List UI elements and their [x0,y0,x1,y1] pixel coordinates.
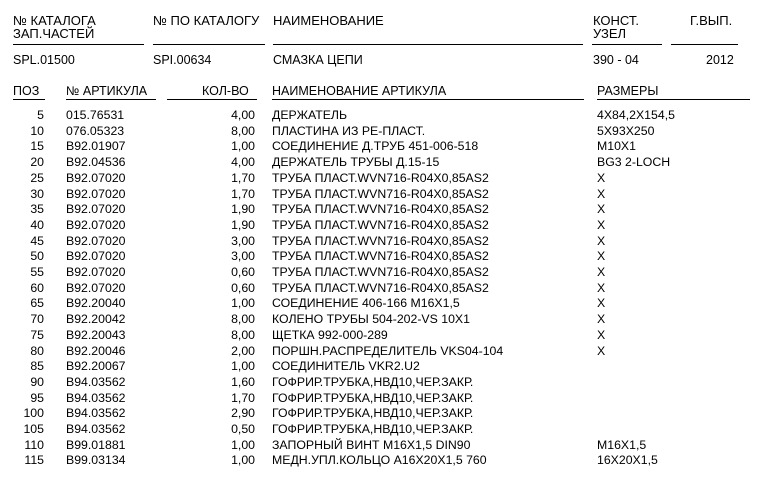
col-header-article: № АРТИКУЛА [66,84,148,98]
name-label: НАИМЕНОВАНИЕ [273,13,384,28]
row-pos: 40 [30,217,44,232]
row-qty: 1,90 [231,217,255,232]
row-article-name: ТРУБА ПЛАСТ.WVN716-R04X0,85AS2 [272,233,489,248]
row-pos: 30 [30,186,44,201]
table-row [0,328,764,344]
row-article-name: ТРУБА ПЛАСТ.WVN716-R04X0,85AS2 [272,217,489,232]
row-size: X [597,249,606,264]
row-article: B92.01907 [66,139,126,154]
row-pos: 110 [24,437,44,452]
row-article: B92.20046 [66,343,126,358]
row-pos: 45 [30,233,44,248]
table-row [0,218,764,234]
table-row [0,422,764,438]
row-pos: 90 [30,374,44,389]
catalog-ref-underline [153,44,265,45]
row-qty: 0,50 [231,422,255,436]
row-qty: 1,60 [231,374,255,389]
row-article: B92.20043 [66,327,126,342]
row-article: B92.07020 [66,265,126,279]
row-size: 4X84,2X154,5 [597,108,675,122]
row-article-name: ЗАПОРНЫЙ ВИНТ M16X1,5 DIN90 [272,437,471,452]
row-pos: 10 [30,123,44,138]
row-article: B94.03562 [66,374,126,389]
row-qty: 8,00 [231,123,255,138]
catalog-ref-label: № ПО КАТАЛОГУ [153,13,260,28]
row-pos: 105 [23,422,44,436]
table-row [0,344,764,360]
row-pos: 85 [30,359,44,374]
row-pos: 5 [37,108,44,122]
row-article-name: ТРУБА ПЛАСТ.WVN716-R04X0,85AS2 [272,249,489,264]
row-pos: 25 [30,170,44,185]
row-article-name: ПОРШН.РАСПРЕДЕЛИТЕЛЬ VKS04-104 [272,343,504,358]
row-size: M10X1 [597,139,636,154]
row-qty: 1,70 [231,170,255,185]
row-article: B92.07020 [66,170,126,185]
catalog-no-label [13,14,96,40]
row-article: B99.03134 [66,453,126,468]
row-size: X [597,202,606,217]
row-size: X [597,186,606,201]
row-pos: 80 [30,343,44,358]
row-article-name: КОЛЕНО ТРУБЫ 504-202-VS 10X1 [272,312,470,327]
table-row [0,234,764,250]
catalog-no-label-line2: ЗАП.ЧАСТЕЙ [13,26,95,41]
col-size-underline [597,99,750,100]
unit-label-line1: КОНСТ. [593,13,639,28]
table-row [0,155,764,171]
table-row [0,124,764,140]
table-row [0,171,764,187]
row-qty: 0,60 [231,280,255,295]
row-size: M16X1,5 [597,437,647,452]
row-article-name: ГОФРИР.ТРУБКА,НВД10,ЧЕР.ЗАКР. [272,422,474,436]
unit-label [593,14,639,40]
row-qty: 1,00 [231,359,255,374]
table-row [0,265,764,281]
row-size: X [597,280,606,295]
row-pos: 65 [30,296,44,311]
row-pos: 100 [23,406,44,421]
row-qty: 1,70 [231,186,255,201]
unit-value: 390 - 04 [593,53,639,67]
row-pos: 35 [30,202,44,217]
row-article-name: ГОФРИР.ТРУБКА,НВД10,ЧЕР.ЗАКР. [272,390,474,405]
row-article: B92.20067 [66,359,126,374]
row-qty: 1,90 [231,202,255,217]
table-row [0,375,764,391]
table-row [0,391,764,407]
row-article: B92.20042 [66,312,126,327]
row-article: B92.07020 [66,186,126,201]
name-value: СМАЗКА ЦЕПИ [273,53,363,67]
unit-underline [592,44,662,45]
row-article: 076.05323 [66,123,125,138]
col-article-name-underline [272,99,584,100]
row-qty: 3,00 [231,233,255,248]
row-article: B92.07020 [66,233,126,248]
row-size: X [597,170,606,185]
row-article: B92.20040 [66,296,126,311]
catalog-no-underline [13,44,144,45]
table-row [0,406,764,422]
row-pos: 115 [24,453,44,468]
row-size: 16X20X1,5 [597,453,658,468]
row-size: X [597,296,606,311]
col-qty-underline [167,99,257,100]
row-article: B94.03562 [66,406,126,421]
row-article: B94.03562 [66,422,126,436]
row-qty: 3,00 [231,249,255,264]
row-size: X [597,265,606,279]
row-article-name: ДЕРЖАТЕЛЬ [272,108,348,122]
col-header-qty: КОЛ-ВО [202,84,249,98]
row-pos: 60 [30,280,44,295]
table-row [0,438,764,454]
row-pos: 15 [30,139,44,154]
row-pos: 55 [30,265,44,279]
row-article-name: ПЛАСТИНА ИЗ PE-ПЛАСТ. [272,123,426,138]
col-header-pos: ПОЗ [13,84,40,98]
table-row [0,139,764,155]
row-size: X [597,343,606,358]
row-article-name: СОЕДИНЕНИЕ Д.ТРУБ 451-006-518 [272,139,479,154]
row-article-name: ТРУБА ПЛАСТ.WVN716-R04X0,85AS2 [272,280,489,295]
row-article-name: ДЕРЖАТЕЛЬ ТРУБЫ Д.15-15 [272,155,440,170]
row-pos: 50 [30,249,44,264]
table-row [0,249,764,265]
row-qty: 2,00 [231,343,255,358]
row-article: B92.07020 [66,280,126,295]
table-row [0,296,764,312]
row-size: X [597,233,606,248]
row-article-name: СОЕДИНЕНИЕ 406-166 M16X1,5 [272,296,460,311]
table-row [0,108,764,124]
row-size: 5X93X250 [597,123,655,138]
row-qty: 1,00 [231,296,255,311]
table-row [0,281,764,297]
row-pos: 95 [30,390,44,405]
row-size: X [597,327,606,342]
year-label: Г.ВЫП. [690,13,733,28]
row-article-name: СОЕДИНИТЕЛЬ VKR2.U2 [272,359,420,374]
row-qty: 1,70 [231,390,255,405]
row-article-name: ТРУБА ПЛАСТ.WVN716-R04X0,85AS2 [272,202,489,217]
row-pos: 20 [30,155,44,170]
row-article-name: ГОФРИР.ТРУБКА,НВД10,ЧЕР.ЗАКР. [272,374,474,389]
row-qty: 4,00 [231,155,255,170]
row-article-name: ГОФРИР.ТРУБКА,НВД10,ЧЕР.ЗАКР. [272,406,474,421]
row-qty: 4,00 [231,108,255,122]
row-article: B94.03562 [66,390,126,405]
table-row [0,453,764,469]
row-article-name: МЕДН.УПЛ.КОЛЬЦО A16X20X1,5 760 [272,453,487,468]
row-size: X [597,312,606,327]
table-row [0,187,764,203]
table-row [0,312,764,328]
row-pos: 75 [30,327,44,342]
row-size: X [597,217,606,232]
row-qty: 1,00 [231,139,255,154]
col-header-size: РАЗМЕРЫ [597,84,659,98]
row-qty: 2,90 [231,406,255,421]
table-row [0,202,764,218]
row-qty: 1,00 [231,437,255,452]
name-underline [273,44,583,45]
year-underline [671,44,738,45]
table-row [0,359,764,375]
row-pos: 70 [30,312,44,327]
row-article: B99.01881 [66,437,126,452]
unit-label-line2: УЗЕЛ [593,26,627,41]
row-qty: 8,00 [231,312,255,327]
row-size: BG3 2-LOCH [597,155,671,170]
row-qty: 1,00 [231,453,255,468]
row-qty: 8,00 [231,327,255,342]
row-article: B92.07020 [66,202,126,217]
row-article-name: ТРУБА ПЛАСТ.WVN716-R04X0,85AS2 [272,265,489,279]
col-pos-underline [13,99,45,100]
row-article-name: ТРУБА ПЛАСТ.WVN716-R04X0,85AS2 [272,186,489,201]
col-header-article-name: НАИМЕНОВАНИЕ АРТИКУЛА [272,84,447,98]
row-article: B92.07020 [66,217,126,232]
col-article-underline [66,99,156,100]
year-value: 2012 [706,53,734,67]
row-article-name: ТРУБА ПЛАСТ.WVN716-R04X0,85AS2 [272,170,489,185]
row-article: B92.07020 [66,249,126,264]
catalog-ref-value: SPI.00634 [153,53,212,67]
catalog-no-label-line1: № КАТАЛОГА [13,13,96,28]
row-article: B92.04536 [66,155,126,170]
catalog-no-value: SPL.01500 [13,53,75,67]
row-article: 015.76531 [66,108,125,122]
row-qty: 0,60 [231,265,255,279]
row-article-name: ЩЕТКА 992-000-289 [272,327,388,342]
